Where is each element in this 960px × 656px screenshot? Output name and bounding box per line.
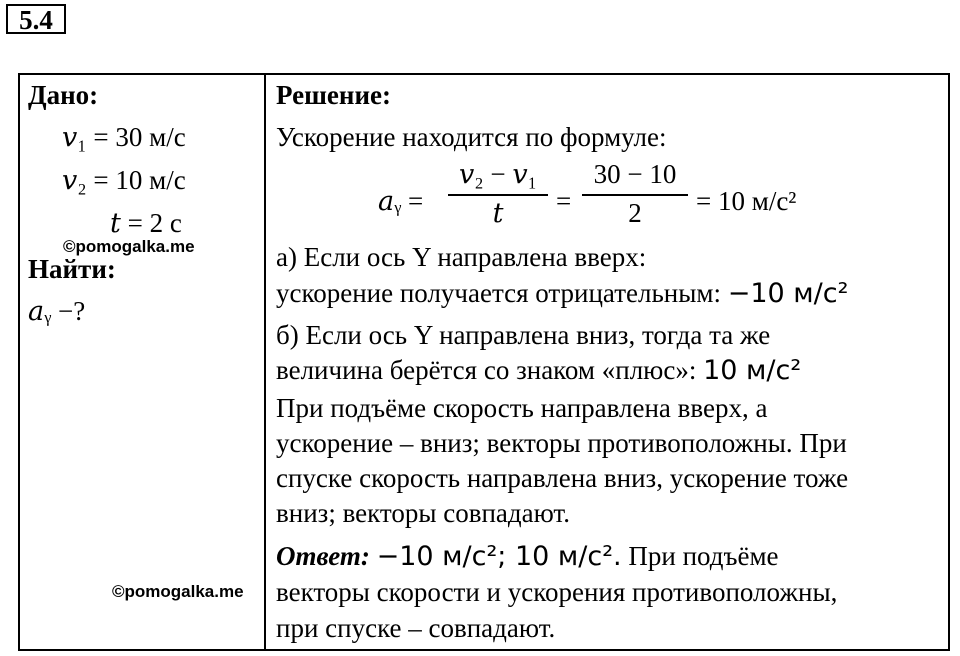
formula-frac1-numerator: 𝑣₂ − 𝑣₁ xyxy=(458,159,538,189)
answer-label: Ответ: xyxy=(276,541,370,571)
answer-text-start: При подъёме xyxy=(628,541,779,571)
case-a-text: ускорение получается отрицательным: xyxy=(276,278,721,308)
formula-lhs: 𝑎ᵧ = xyxy=(378,186,424,216)
watermark-bottom: ©pomogalka.me xyxy=(112,582,244,601)
case-b-line2 xyxy=(276,353,801,388)
solution-heading: Решение: xyxy=(276,80,391,110)
find-item: 𝑎ᵧ −? xyxy=(28,296,86,326)
formula-frac2-numerator: 30 − 10 xyxy=(593,159,677,189)
case-b-line1: б) Если ось Y направлена вниз, тогда та же xyxy=(276,320,771,350)
case-a-line1: а) Если ось Y направлена вверх: xyxy=(276,242,647,272)
formula-frac1-bar xyxy=(448,194,548,196)
case-a-line2 xyxy=(276,276,848,311)
answer-line3: при спуске – совпадают. xyxy=(276,613,556,643)
formula-frac2-denominator: 2 xyxy=(628,198,642,228)
given-heading: Дано: xyxy=(28,80,99,110)
formula-result: = 10 м/с² xyxy=(696,186,797,216)
watermark-top: ©pomogalka.me xyxy=(63,237,195,256)
solution-intro: Ускорение находится по формуле: xyxy=(276,122,667,152)
given-t: 𝑡 = 2 с xyxy=(110,208,182,238)
answer-values: −10 м/с²; 10 м/с². xyxy=(376,541,622,572)
answer-line2: векторы скорости и ускорения противоположны, xyxy=(276,577,838,607)
find-heading: Найти: xyxy=(28,254,116,284)
given-v1: 𝑣₁ = 30 м/с xyxy=(62,122,186,152)
answer-line1 xyxy=(276,539,779,574)
problem-number: 5.4 xyxy=(6,4,66,34)
case-b-value: 10 м/с² xyxy=(703,355,802,386)
formula-frac1-denominator: 𝑡 xyxy=(492,198,504,228)
explanation-line: При подъёме скорость направлена вверх, а xyxy=(276,393,768,423)
formula-eq1: = xyxy=(556,186,572,216)
explanation-line: вниз; векторы совпадают. xyxy=(276,498,570,528)
case-b-text: величина берётся со знаком «плюс»: xyxy=(276,355,697,385)
case-a-value: −10 м/с² xyxy=(727,278,849,309)
formula-frac2-bar xyxy=(582,194,688,196)
explanation-line: ускорение – вниз; векторы противоположны. При xyxy=(276,428,847,458)
explanation-line: спуске скорость направлена вниз, ускорение тоже xyxy=(276,463,849,493)
column-divider xyxy=(264,73,266,651)
given-v2: 𝑣₂ = 10 м/с xyxy=(62,165,186,195)
